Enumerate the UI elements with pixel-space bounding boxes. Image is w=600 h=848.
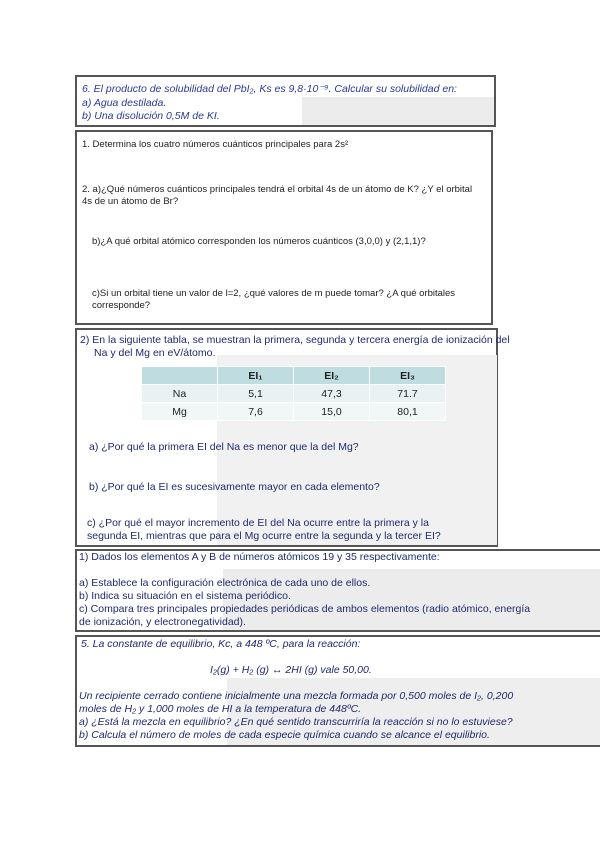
question-text: 2. a)¿Qué números cuánticos principales tendrá el orbital 4s de un átomo de K? ¿Y el orbital bbox=[82, 184, 473, 195]
question-text: segunda EI, mientras que para el Mg ocurre entre la segunda y la tercer EI? bbox=[87, 530, 441, 542]
question-text: de ionización, y electronegatividad). bbox=[79, 616, 246, 628]
table-cell: Na bbox=[142, 385, 218, 403]
question-text: c)Si un orbital tiene un valor de l=2, ¿qué valores de m puede tomar? ¿A qué orbitales bbox=[92, 288, 456, 299]
question-box-quantum-numbers bbox=[75, 130, 493, 325]
question-text: a) ¿Por qué la primera EI del Na es menor que la del Mg? bbox=[89, 441, 359, 453]
table-cell: 80,1 bbox=[370, 403, 446, 421]
question-text: a) ¿Está la mezcla en equilibrio? ¿En qué sentido transcurriría la reacción si no lo estuviese? bbox=[79, 716, 513, 728]
table-cell: 7,6 bbox=[218, 403, 294, 421]
question-text: b) ¿Por qué la EI es sucesivamente mayor en cada elemento? bbox=[89, 481, 380, 493]
question-text: c) Compara tres principales propiedades periódicas de ambos elementos (radio atómico, energía bbox=[79, 603, 531, 615]
question-text: 2) En la siguiente tabla, se muestran la primera, segunda y tercera energía de ionización del bbox=[80, 334, 510, 346]
question-text: 6. El producto de solubilidad del PbI₂, Ks es 9,8·10⁻⁹. Calcular su solubilidad en: bbox=[82, 83, 457, 95]
question-text: b) Indica su situación en el sistema periódico. bbox=[79, 590, 291, 602]
question-box-equilibrium bbox=[75, 635, 600, 747]
table-header: EI₁ bbox=[218, 367, 294, 385]
question-text: c) ¿Por qué el mayor incremento de EI del Na ocurre entre la primera y la bbox=[87, 517, 429, 529]
question-text: Na y del Mg en eV/átomo. bbox=[94, 347, 216, 359]
question-text: b) Calcula el número de moles de cada especie química cuando se alcance el equilibrio. bbox=[79, 729, 490, 741]
question-text: Un recipiente cerrado contiene inicialmente una mezcla formada por 0,500 moles de I₂, 0,200 bbox=[79, 690, 514, 702]
question-text: 1. Determina los cuatro números cuánticos principales para 2s² bbox=[82, 139, 349, 150]
question-box-solubility bbox=[75, 75, 496, 127]
table-header: EI₂ bbox=[294, 367, 370, 385]
table-row bbox=[142, 385, 446, 403]
question-text: 1) Dados los elementos A y B de números atómicos 19 y 35 respectivamente: bbox=[79, 551, 440, 563]
question-text: 4s de un átomo de Br? bbox=[82, 196, 179, 207]
question-text: b) Una disolución 0,5M de KI. bbox=[82, 110, 220, 122]
table-header: EI₃ bbox=[370, 367, 446, 385]
table-cell: 5,1 bbox=[218, 385, 294, 403]
question-text: b)¿A qué orbital atómico corresponden los números cuánticos (3,0,0) y (2,1,1)? bbox=[92, 236, 426, 247]
table-cell: 47,3 bbox=[294, 385, 370, 403]
reaction-equation: I₂(g) + H₂ (g) ↔ 2HI (g) vale 50,00. bbox=[210, 664, 372, 676]
question-text: a) Establece la configuración electrónica de cada uno de ellos. bbox=[79, 577, 371, 589]
table-cell: 15,0 bbox=[294, 403, 370, 421]
table-cell: Mg bbox=[142, 403, 218, 421]
question-text: corresponde? bbox=[92, 300, 151, 311]
question-box-ionization bbox=[75, 328, 510, 547]
ionization-table bbox=[141, 366, 446, 421]
table-cell: 71.7 bbox=[370, 385, 446, 403]
question-text: moles de H₂ y 1,000 moles de HI a la temperatura de 448ºC. bbox=[79, 703, 362, 715]
question-box-elements bbox=[75, 549, 600, 632]
table-row bbox=[142, 403, 446, 421]
table-header-row bbox=[142, 367, 446, 385]
question-text: 5. La constante de equilibrio, Kc, a 448 ºC, para la reacción: bbox=[81, 638, 361, 650]
question-text: a) Agua destilada. bbox=[82, 97, 167, 109]
table-header bbox=[142, 367, 218, 385]
